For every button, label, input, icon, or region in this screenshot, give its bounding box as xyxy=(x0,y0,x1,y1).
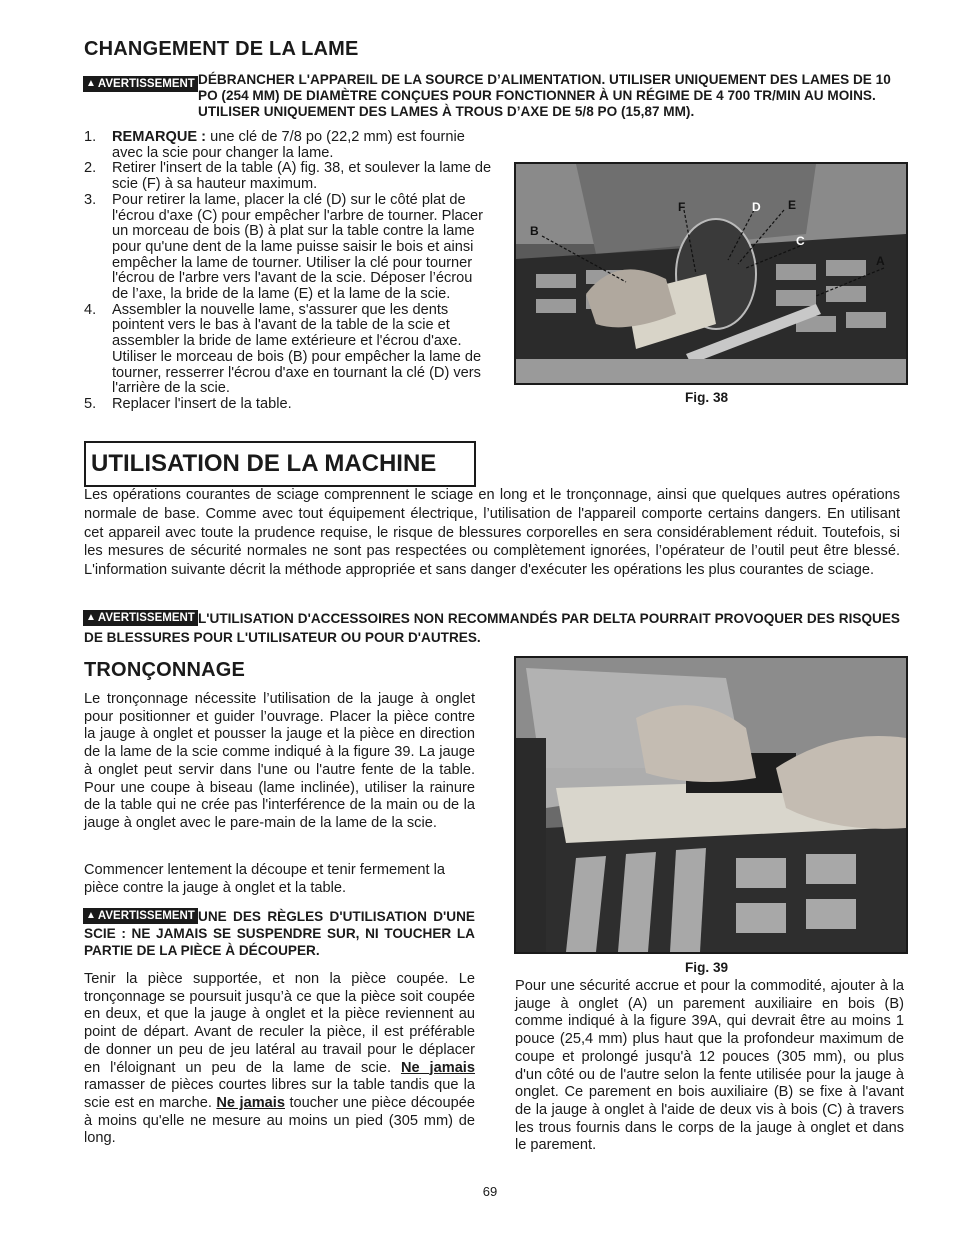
steps-list xyxy=(84,130,492,413)
section-title-tronconnage: TRONÇONNAGE xyxy=(84,659,246,681)
section-title-box xyxy=(84,441,476,487)
page-number: 69 xyxy=(482,1184,498,1199)
list-item: 4. Assembler la nouvelle lame, s'assurer que les dents pointent vers le bas à l'avant de la table de la scie et assembler la bride de lame extérieure et l'écrou d'axe. Utiliser le morceau de bois (B) pour empêcher la lame de tourner, resserrer l'écrou d'axe en tournant la clé (D) vers l'arrière de la scie. xyxy=(84,301,482,397)
warning-triangle-icon: ▲ xyxy=(86,612,96,623)
list-item: 2. Retirer l'insert de la table (A) fig. 38, et soulever la lame de scie (F) à sa hauteur maximum. xyxy=(84,160,492,193)
warning-text: DÉBRANCHER L'APPAREIL DE LA SOURCE D’ALIMENTATION. UTILISER UNIQUEMENT DES LAMES DE 10 PO (254 MM) DE DIAMÈTRE CONÇUES POUR FONCTIONNER À UN RÉGIME DE 4 700 TR/MIN AU MOINS. UTILISER UNIQUEMENT DES LAMES À TROUS D’AXE DE 5/8 PO (15,87 MM). xyxy=(198,72,891,119)
list-item: 3. Pour retirer la lame, placer la clé (D) sur le côté plat de l'écrou d'axe (C) pour empêcher l'arbre de tourner. Placer un morceau de bois (B) à plat sur la table contre la lame pour qu'une dent de la lame puisse saisir le bois et ainsi empêcher la lame de tourner. Utiliser la clé pour tourner l'écrou de l'arbre vers l'avant de la scie. Déposer l’écrou de l’axe, la bride de la lame (E) et la lame de la scie. xyxy=(84,191,483,303)
warning-badge: ▲ AVERTISSEMENT xyxy=(83,905,198,924)
label-e: E xyxy=(788,198,797,212)
label-d: D xyxy=(752,200,761,214)
label-a: A xyxy=(876,254,885,268)
paragraph-3: Tenir la pièce supportée, et non la pièce coupée. Le tronçonnage se poursuit jusqu’à ce que la pièce soit coupée en deux, et que la jauge à onglet et la pièce reviennent au point de départ. Avant de reculer la pièce, il est préférable de donner un peu de jeu latéral au travail pour le déplacer en l'éloignant un peu de la lame de scie. Ne jamais ramasser de pièces courtes libres sur la table tandis que la scie est en marche. Ne jamais toucher une pièce découpée à moins qu'elle ne mesure au moins un pied (305 mm) de long. xyxy=(84,971,475,1147)
intro-paragraph: Les opérations courantes de sciage comprennent le sciage en long et le tronçonnage, ainsi que quelques autres opérations normale de base. Comme avec tout équipement électrique, l’utilisation de l'appareil comporte certains dangers. En utilisant cet appareil avec toute la prudence requise, le risque de blessures corporelles en sera considérablement réduit. Toutefois, si les mesures de sécurité normales ne sont pas respectées ou complètement ignorées, l’opérateur de l’outil peut être blessé. L'information suivante décrit la méthode appropriée et sans danger d'exécuter les opérations les plus courantes de sciage. xyxy=(84,487,900,579)
label-b: B xyxy=(530,224,539,238)
saw-blade-photo xyxy=(516,164,906,383)
list-item: 5. Replacer l'insert de la table. xyxy=(84,395,292,412)
right-paragraph: Pour une sécurité accrue et pour la commodité, ajouter à la jauge à onglet (A) un parement auxiliaire en bois (B) comme indiqué à la figure 39A, qui devrait être au moins 1 pouce (25,4 mm) plus haut que la profondeur maximum de coupe et prolongé jusqu'à 12 pouces (305 mm), ou plus d'un côté ou de l'autre selon la fente utilisée pour la jauge à onglet. Ce parement en bois auxiliaire (B) se fixe à l'avant de la jauge à onglet à l'aide de deux vis à bois (C) à travers les trous fournis dans le corps de la jauge à onglet et dans le parement. xyxy=(515,978,904,1154)
warning-triangle-icon: ▲ xyxy=(86,78,96,89)
paragraph-2: Commencer lentement la découpe et tenir fermement la pièce contre la jauge à onglet et la table. xyxy=(84,862,445,896)
warning-badge: ▲ AVERTISSEMENT xyxy=(83,607,198,626)
warning-triangle-icon: ▲ xyxy=(86,910,96,921)
crosscut-photo xyxy=(516,658,906,952)
figure-38-caption: Fig. 38 xyxy=(685,390,729,405)
figure-38 xyxy=(514,162,908,385)
label-c: C xyxy=(796,234,805,248)
section-title-changement: CHANGEMENT DE LA LAME xyxy=(84,38,359,60)
section-title-utilisation: UTILISATION DE LA MACHINE xyxy=(91,450,437,477)
figure-39 xyxy=(514,656,908,954)
warning-text: L'UTILISATION D'ACCESSOIRES NON RECOMMANDÉS PAR DELTA POURRAIT PROVOQUER DES RISQUES DE BLESSURES POUR L'UTILISATEUR OU POUR D'AUTRES. xyxy=(84,611,900,645)
paragraph-1: Le tronçonnage nécessite l’utilisation de la jauge à onglet pour positionner et guider l’ouvrage. Placer la pièce contre la jauge à onglet et pousser la jauge et la pièce en direction de la lame de la scie comme indiqué à la figure 39. La jauge à onglet peut servir dans l'une ou l'autre fente de la table. Pour une coupe à biseau (lame inclinée), utiliser la rainure de la table qui ne crée pas l'interférence de la main ou de la jauge à onglet avec le pare-main de la lame de la scie. xyxy=(84,691,475,831)
list-item: 1. REMARQUE : une clé de 7/8 po (22,2 mm) est fournie avec la scie pour changer la lame. xyxy=(84,129,465,161)
warning-badge: ▲ AVERTISSEMENT xyxy=(83,73,198,92)
label-f: F xyxy=(678,200,686,214)
figure-39-caption: Fig. 39 xyxy=(685,960,729,975)
warning-text: UNE DES RÈGLES D'UTILISATION D'UNE SCIE : NE JAMAIS SE SUSPENDRE SUR, NI TOUCHER LA PARTIE DE LA PIÈCE À DÉCOUPER. xyxy=(84,909,475,958)
